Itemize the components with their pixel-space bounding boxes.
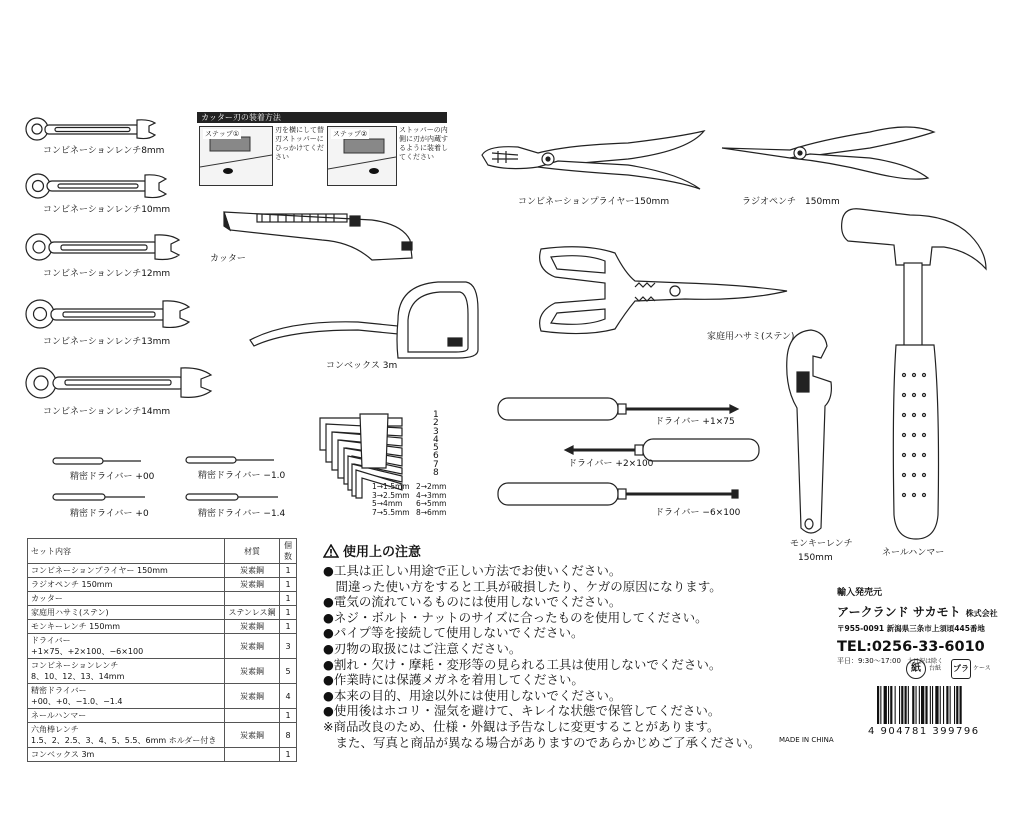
table-row: [28, 564, 297, 578]
table-cell: [225, 748, 280, 762]
caution-item: ●工具は正しい用途で正しい方法でお使いください。: [323, 563, 622, 578]
barcode-bar: [890, 686, 892, 724]
barcode-bars: [875, 686, 995, 724]
barcode-bar: [880, 686, 881, 724]
table-cell: 炭素鋼: [225, 659, 280, 684]
cell-line: ドライバー: [31, 636, 71, 645]
hex-size: 7→5.5mm: [372, 507, 410, 517]
table-cell: モンキーレンチ 150mm: [28, 620, 225, 634]
hex-size: 1→1.5mm: [372, 482, 410, 491]
radio-pliers-illustration: [720, 120, 938, 190]
table-row: [28, 578, 297, 592]
company-hours-note: 土日祝は除く: [907, 658, 944, 665]
caution-item: ●作業時には保護メガネを着用してください。: [323, 672, 584, 688]
company-name-row: [837, 601, 997, 620]
wrench-12mm-label: コンビネーションレンチ12mm: [43, 269, 171, 279]
radio-pliers-label: ラジオペンチ 150mm: [742, 197, 840, 207]
cell-line: コンビネーションレンチ: [31, 661, 119, 670]
barcode-bar: [908, 686, 909, 724]
precision-driver-minus10-label: 精密ドライバー −1.0: [198, 471, 286, 481]
barcode-bar: [901, 686, 903, 724]
monkey-wrench-illustration: [785, 328, 835, 538]
barcode-bar: [916, 686, 917, 724]
cutter-guide-title: カッター刃の装着方法: [197, 112, 447, 123]
hex-number: 8: [433, 468, 439, 479]
hex-size: 6→5mm: [416, 499, 447, 508]
caution-item: ●本来の目的、用途以外には使用しないでください。: [323, 687, 622, 703]
cell-line: 六角棒レンチ: [31, 725, 79, 734]
wrench-14mm-illustration: [25, 365, 215, 405]
wrench-8mm-illustration: [25, 117, 160, 145]
cutter-guide-step1-label: ステップ①: [205, 130, 240, 138]
distributor-label: 輸入発売元: [837, 588, 883, 598]
cutter-guide-step2-text: ストッパーの内側に刃が内蔵するように装着してください: [399, 126, 448, 161]
wrench-8mm-label: コンビネーションレンチ8mm: [43, 146, 165, 156]
recycle-plastic-mark-text: プラ: [953, 664, 969, 673]
recycle-paper-mark-text: 紙: [911, 663, 921, 674]
table-cell: [225, 709, 280, 723]
nail-hammer-label: ネールハンマー: [882, 548, 945, 558]
table-cell: 炭素鋼: [225, 578, 280, 592]
table-cell: コンベックス 3m: [28, 748, 225, 762]
company-name: アークランド サカモト: [837, 605, 961, 619]
screwdriver-plus2-label: ドライバー +2×100: [568, 459, 654, 469]
caution-item: また、写真と商品が異なる場合がありますのであらかじめご了承ください。: [323, 734, 761, 750]
caution-item: ●刃物の取扱にはご注意ください。: [323, 640, 522, 656]
barcode-bar: [925, 686, 927, 724]
table-cell: 4: [280, 684, 297, 709]
table-cell: [28, 723, 225, 748]
table-cell: 炭素鋼: [225, 620, 280, 634]
table-row: [28, 620, 297, 634]
barcode-bar: [899, 686, 900, 724]
hex-number: 5: [433, 443, 439, 454]
table-cell: ネールハンマー: [28, 709, 225, 723]
caution-item: ※商品改良のため、仕様・外観は予告なしに変更することがあります。: [323, 718, 720, 734]
caution-item: ●ネジ・ボルト・ナットのサイズに合ったものを使用してください。: [323, 609, 708, 625]
table-cell: コンビネーションプライヤー 150mm: [28, 564, 225, 578]
nail-hammer-illustration: [840, 205, 990, 545]
hex-size: 2→2mm: [416, 482, 447, 491]
table-cell: ラジオペンチ 150mm: [28, 578, 225, 592]
caution-title: 使用上の注意: [343, 545, 422, 560]
barcode: [875, 686, 995, 724]
hex-number: 7: [433, 459, 439, 470]
hex-key-numbers: [433, 411, 443, 477]
table-row: [28, 684, 297, 709]
barcode-bar: [940, 686, 941, 724]
wrench-14mm-label: コンビネーションレンチ14mm: [43, 407, 171, 417]
table-row: [28, 709, 297, 723]
precision-driver-minus14-label: 精密ドライバー −1.4: [198, 509, 286, 519]
barcode-bar: [877, 686, 879, 724]
barcode-bar: [946, 686, 948, 724]
precision-driver-minus10-illustration: [186, 455, 276, 465]
screwdriver-minus6-label: ドライバー −6×100: [655, 508, 741, 518]
table-cell: [225, 592, 280, 606]
hex-number: 1: [433, 410, 439, 420]
caution-item: ●パイプ等を接続して使用しないでください。: [323, 625, 584, 641]
monkey-wrench-label-2: 150mm: [798, 553, 833, 563]
hex-size: 3→2.5mm: [372, 490, 410, 500]
company-address: 〒955-0091 新潟県三条市上須頃445番地: [837, 624, 985, 633]
monkey-wrench-label-1: モンキーレンチ: [790, 539, 853, 549]
cutter-blade-guide: [197, 112, 447, 192]
table-cell: 家庭用ハサミ(ステン): [28, 606, 225, 620]
caution-title-row: [323, 541, 763, 560]
cell-line: 1.5、2、2.5、3、4、5、5.5、6mm ホルダー付き: [31, 736, 217, 745]
barcode-bar: [930, 686, 931, 724]
table-cell: 炭素鋼: [225, 723, 280, 748]
usage-cautions: [323, 541, 763, 750]
kitchen-scissors-label: 家庭用ハサミ(ステン): [707, 332, 795, 342]
cell-line: 8、10、12、13、14mm: [31, 672, 125, 681]
combination-pliers-label: コンビネーションプライヤー150mm: [518, 197, 670, 207]
barcode-bar: [935, 686, 938, 724]
table-header-row: [28, 539, 297, 564]
hex-number: 4: [433, 434, 439, 445]
barcode-bar: [895, 686, 896, 724]
table-cell: 炭素鋼: [225, 564, 280, 578]
table-row: [28, 659, 297, 684]
cell-line: +1×75、+2×100、−6×100: [31, 647, 144, 656]
table-cell: 1: [280, 592, 297, 606]
caution-item: ●電気の流れているものには使用しないでください。: [323, 594, 622, 610]
table-cell: 炭素鋼: [225, 684, 280, 709]
company-hours: 平日：9:30〜17:00: [837, 657, 901, 665]
cutter-guide-step1-text: 刃を横にして替刃ストッパーにひっかけてください: [275, 126, 324, 161]
table-cell: 5: [280, 659, 297, 684]
cutter-label: カッター: [210, 254, 246, 264]
recycle-paper-label: 台紙: [929, 665, 942, 672]
precision-driver-plus00-illustration: [53, 456, 143, 466]
cutter-knife-illustration: [222, 200, 422, 265]
table-header: 個数: [280, 539, 297, 564]
recycle-plastic-mark: [951, 659, 971, 679]
table-cell: 1: [280, 578, 297, 592]
hex-number: 3: [433, 426, 439, 437]
warning-icon: [323, 544, 339, 558]
recycle-paper-mark: [906, 659, 926, 679]
kitchen-scissors-illustration: [535, 243, 790, 338]
table-cell: 1: [280, 709, 297, 723]
table-row: [28, 606, 297, 620]
hex-size: 8→6mm: [416, 507, 447, 517]
made-in-label: MADE IN CHINA: [779, 736, 834, 744]
barcode-bar: [884, 686, 887, 724]
hex-number: 6: [433, 451, 439, 462]
table-cell: [28, 659, 225, 684]
precision-driver-plus0-label: 精密ドライバー +0: [70, 509, 149, 519]
wrench-12mm-illustration: [25, 232, 183, 266]
barcode-bar: [956, 686, 958, 724]
table-cell: 1: [280, 606, 297, 620]
table-row: [28, 592, 297, 606]
table-row: [28, 634, 297, 659]
barcode-bar: [932, 686, 933, 724]
table-cell: 1: [280, 564, 297, 578]
caution-item: 間違った使い方をすると工具が破損したり、ケガの原因になります。: [323, 578, 722, 594]
barcode-bar: [950, 686, 951, 724]
tape-measure-illustration: [248, 280, 480, 360]
cell-line: 精密ドライバー: [31, 686, 87, 695]
table-header: 材質: [225, 539, 280, 564]
table-cell: カッター: [28, 592, 225, 606]
barcode-bar: [919, 686, 920, 724]
precision-driver-plus0-illustration: [53, 492, 148, 502]
screwdriver-plus1-label: ドライバー +1×75: [655, 417, 735, 427]
cell-line: +00、+0、−1.0、−1.4: [31, 697, 123, 706]
wrench-13mm-illustration: [25, 298, 193, 334]
caution-item: ●使用後はホコリ・湿気を避けて、キレイな状態で保管してください。: [323, 703, 721, 719]
cutter-guide-step2-label: ステップ②: [333, 130, 368, 138]
table-cell: ステンレス鋼: [225, 606, 280, 620]
company-suffix: 株式会社: [965, 609, 998, 618]
precision-driver-plus00-label: 精密ドライバー +00: [70, 472, 155, 482]
precision-driver-minus14-illustration: [186, 492, 281, 502]
table-cell: 1: [280, 748, 297, 762]
wrench-13mm-label: コンビネーションレンチ13mm: [43, 337, 171, 347]
hex-size: 4→3mm: [416, 490, 447, 500]
tape-measure-label: コンベックス 3m: [326, 361, 398, 371]
hex-size: 5→4mm: [372, 499, 403, 508]
company-tel: TEL:0256-33-6010: [837, 639, 985, 655]
table-cell: [28, 634, 225, 659]
parts-table: [27, 538, 297, 762]
caution-item: ●割れ・欠け・摩耗・変形等の見られる工具は使用しないでください。: [323, 656, 722, 672]
wrench-10mm-illustration: [25, 172, 170, 204]
barcode-bar: [960, 686, 962, 724]
barcode-bar: [912, 686, 914, 724]
table-cell: [28, 684, 225, 709]
barcode-bar: [905, 686, 907, 724]
barcode-bar: [921, 686, 924, 724]
barcode-bar: [943, 686, 944, 724]
table-cell: 3: [280, 634, 297, 659]
table-cell: 8: [280, 723, 297, 748]
recycle-plastic-label: ケース: [973, 665, 991, 672]
hex-key-sizes: [372, 483, 460, 517]
table-cell: 炭素鋼: [225, 634, 280, 659]
barcode-bar: [888, 686, 889, 724]
hex-number: 2: [433, 418, 439, 429]
table-row: [28, 748, 297, 762]
table-row: [28, 723, 297, 748]
barcode-bar: [954, 686, 955, 724]
screwdriver-minus6-illustration: [496, 480, 741, 508]
combination-pliers-illustration: [478, 125, 708, 195]
wrench-10mm-label: コンビネーションレンチ10mm: [43, 205, 171, 215]
table-header: セット内容: [28, 539, 225, 564]
barcode-number: 4 904781 399796: [868, 726, 980, 737]
company-info: [837, 585, 997, 666]
table-cell: 1: [280, 620, 297, 634]
